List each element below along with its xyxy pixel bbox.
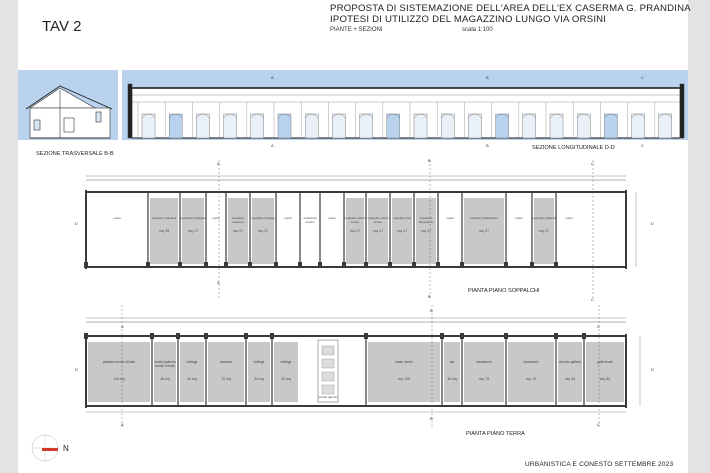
ground-plan-title: PIANTA PIANO TERRA: [466, 431, 525, 437]
marker-b-bottom: B: [486, 143, 489, 148]
ground-room-fill: [274, 342, 298, 402]
ground-pillar: [176, 333, 180, 339]
ground-room-name: servizi palestra scuole di ballo: [154, 360, 176, 368]
sheet-subtitle: PIANTE + SEZIONI: [330, 27, 383, 33]
ground-room-area: mq. 105: [397, 377, 411, 381]
upper-room-area: mq. 27: [538, 229, 550, 233]
upper-room-area: mq. 27: [396, 229, 408, 233]
section-window: [414, 114, 427, 138]
north-arrow-icon: [32, 434, 58, 462]
section-window: [196, 114, 209, 138]
section-window: [278, 114, 291, 138]
sheet-number: TAV 2: [42, 18, 82, 35]
ground-pillar: [460, 333, 464, 339]
ground-room-area: 46 mq: [160, 377, 170, 381]
upper-pillar: [388, 262, 392, 268]
ground-pillar: [582, 333, 586, 339]
upper-pillar: [318, 262, 322, 268]
ground-marker-c-bottom: C: [597, 422, 600, 427]
ground-room-fill: [248, 342, 270, 402]
transverse-section-label: SEZIONE TRASVERSALE B-B: [36, 151, 114, 157]
upper-room-name: vuoto: [212, 216, 220, 220]
ground-marker-d-left: D: [75, 367, 78, 372]
ground-pillar: [150, 333, 154, 339]
upper-marker-c-top: C: [591, 161, 594, 166]
upper-room-name: soppalco palestra: [151, 216, 177, 220]
ground-marker-a-top: A: [121, 324, 124, 329]
sheet-footer: URBANISTICA E CONESTO SETTEMBRE 2023: [525, 461, 674, 468]
ground-pillar: [244, 333, 248, 339]
upper-pillar: [436, 262, 440, 268]
upper-marker-d-left: D: [75, 221, 78, 226]
title-line-2: IPOTESI DI UTILIZZO DEL MAGAZZINO LUNGO VIA ORSINI: [330, 13, 607, 25]
ground-room-fill: [444, 342, 460, 402]
upper-pillar: [204, 262, 208, 268]
section-window: [523, 114, 536, 138]
section-window: [387, 114, 400, 138]
ground-marker-a-bottom: A: [121, 422, 124, 427]
section-window: [632, 114, 645, 138]
ground-room-fill: [586, 342, 624, 402]
upper-room-area: mq. 27: [420, 229, 432, 233]
sheet-scale: scala 1:100: [462, 27, 493, 33]
ground-room-name: laboratorio: [476, 360, 492, 364]
upper-room-name: vuoto: [284, 216, 292, 220]
ground-room-area: mq. 70: [478, 377, 490, 381]
upper-marker-c-bottom: C: [591, 297, 594, 302]
ground-room-fill: [180, 342, 204, 402]
ground-room-name: servizi igienici: [318, 395, 338, 399]
section-window: [468, 114, 481, 138]
ground-pillar: [554, 333, 558, 339]
marker-c-bottom: C: [641, 143, 644, 148]
section-window: [305, 114, 318, 138]
ground-room-area: 34 mq: [281, 377, 291, 381]
sheet-title: [330, 4, 691, 25]
upper-room-name: soppalco botteghe: [180, 216, 206, 220]
ground-room-name: bar: [449, 360, 455, 364]
ground-room-area: 144 mq: [113, 377, 125, 381]
section-window: [496, 114, 509, 138]
upper-pillar: [460, 262, 464, 268]
upper-room-name: soppalco urban center: [367, 216, 389, 224]
ground-room-fill: [558, 342, 582, 402]
upper-room-name: vuoto: [515, 216, 523, 220]
ground-marker-b-bottom: B: [430, 416, 433, 421]
upper-room-name: soppalco caserma: [231, 216, 245, 224]
upper-marker-a-bottom: A: [217, 280, 220, 285]
upper-pillar: [342, 262, 346, 268]
ground-room-fill: [508, 342, 554, 402]
upper-pillar: [224, 262, 228, 268]
section-window: [251, 114, 264, 138]
ground-pillar: [364, 333, 368, 339]
upper-marker-b-top: B: [428, 158, 431, 163]
ground-room-fill: [368, 342, 440, 402]
section-window: [142, 114, 155, 138]
ground-plan-rooms: [84, 333, 624, 406]
upper-pillar: [146, 262, 150, 268]
toilet-cubicle: [322, 372, 334, 381]
upper-room-name: copertura servizi: [303, 216, 317, 224]
upper-pillar: [364, 262, 368, 268]
section-window: [604, 114, 617, 138]
ground-room-fill: [208, 342, 244, 402]
section-window: [169, 114, 182, 138]
section-window: [659, 114, 672, 138]
ground-pillar: [204, 333, 208, 339]
section-window: [441, 114, 454, 138]
section-window: [360, 114, 373, 138]
section-window: [332, 114, 345, 138]
upper-room-area: mq. 27: [257, 229, 269, 233]
ground-room-name: caserma: [219, 360, 233, 364]
ground-room-area: mq. 70: [525, 377, 537, 381]
ground-pillar: [270, 333, 274, 339]
ground-room-area: mq. 34: [564, 377, 576, 381]
upper-plan-title: PIANTA PIANO SOPPALCHI: [468, 288, 540, 294]
upper-pillar: [504, 262, 508, 268]
upper-room-name: vuoto: [446, 216, 454, 220]
ground-room-name: bottega: [186, 360, 198, 364]
ground-marker-b-top: B: [430, 308, 433, 313]
ground-room-name: palestra scuole di ballo: [102, 360, 136, 364]
marker-c-top: C: [641, 75, 644, 80]
upper-pillar: [84, 262, 88, 268]
longitudinal-section-label: SEZIONE LONGITUDINALE D-D: [532, 145, 615, 151]
toilet-cubicle: [322, 346, 334, 355]
upper-room-area: mq. 27: [232, 229, 244, 233]
upper-room-area: mq. 27: [349, 229, 361, 233]
upper-pillar: [178, 262, 182, 268]
section-window: [224, 114, 237, 138]
upper-room-area: mq. 39: [158, 229, 170, 233]
upper-room-area: mq. 27: [187, 229, 199, 233]
marker-a-bottom: A: [271, 143, 274, 148]
upper-room-name: soppalco urban center: [344, 216, 366, 224]
upper-room-name: soppalco bottega: [251, 216, 275, 220]
title-line-1: PROPOSTA DI SISTEMAZIONE DELL'AREA DELL'EX CASERMA G. PRANDINA: [330, 3, 691, 14]
toilet-cubicle: [322, 385, 334, 394]
ground-pillar: [440, 333, 444, 339]
upper-pillar: [412, 262, 416, 268]
upper-pillar: [530, 262, 534, 268]
upper-room-area: mq. 27: [478, 229, 490, 233]
upper-room-name: soppalco bar: [393, 216, 411, 220]
ground-room-fill: [464, 342, 504, 402]
marker-b-top: B: [486, 75, 489, 80]
upper-room-name: soppalco laboratorio: [418, 216, 434, 224]
ground-marker-d-right: D: [651, 367, 654, 372]
upper-room-name: soppalco laboratorio: [470, 216, 498, 220]
ground-room-area: 34 mq: [447, 377, 457, 381]
ground-room-fill: [154, 342, 176, 402]
section-window: [550, 114, 563, 138]
upper-marker-b-bottom: B: [428, 294, 431, 299]
upper-pillar: [298, 262, 302, 268]
ground-room-fill: [88, 342, 150, 402]
ground-room-name: urban center: [395, 360, 413, 364]
upper-marker-a-top: A: [217, 161, 220, 166]
marker-a-top: A: [271, 75, 274, 80]
north-label: N: [63, 444, 69, 453]
ground-room-name: servizio galleria: [559, 360, 581, 364]
ground-room-name: laboratorio: [523, 360, 539, 364]
upper-pillar: [274, 262, 278, 268]
ground-room-area: 34 mq: [254, 377, 264, 381]
section-window: [577, 114, 590, 138]
ground-pillar: [84, 333, 88, 339]
upper-room-name: vuoto: [328, 216, 336, 220]
upper-room-name: vuoto: [113, 216, 121, 220]
ground-room-area: 70 mq: [221, 377, 231, 381]
upper-room-area: mq. 27: [372, 229, 384, 233]
upper-marker-d-right: D: [651, 221, 654, 226]
upper-room-name: soppalco galleria: [532, 216, 556, 220]
ground-room-area: 34 mq: [187, 377, 197, 381]
toilet-cubicle: [322, 359, 334, 368]
ground-room-area: mq. 84: [599, 377, 611, 381]
ground-pillar: [504, 333, 508, 339]
upper-pillar: [554, 262, 558, 268]
ground-room-name: galleria arti: [597, 360, 613, 364]
upper-pillar: [248, 262, 252, 268]
upper-room-name: vuoto: [565, 216, 573, 220]
ground-room-name: bottega: [253, 360, 265, 364]
ground-room-name: bottega: [280, 360, 292, 364]
ground-marker-c-top: C: [597, 324, 600, 329]
